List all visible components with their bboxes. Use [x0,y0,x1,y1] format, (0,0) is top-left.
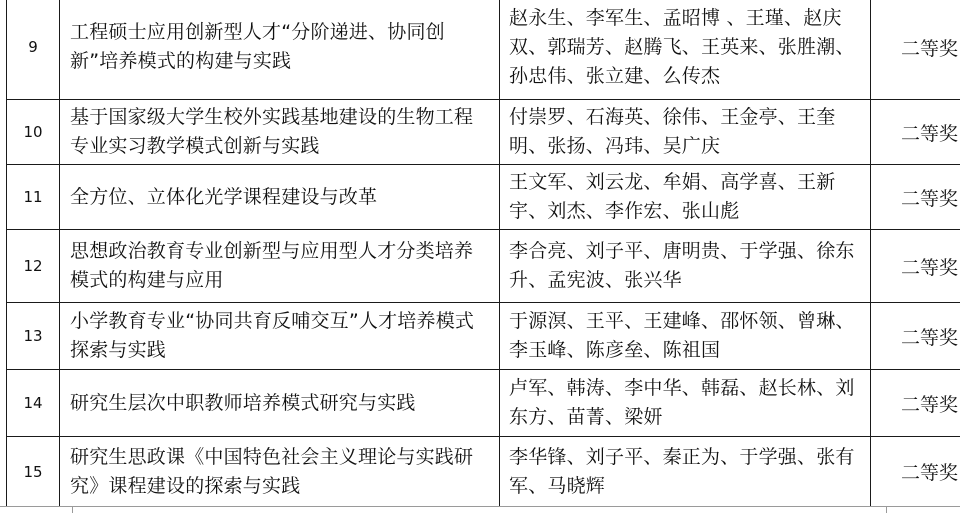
divider-tick [72,507,73,513]
project-title: 研究生思政课《中国特色社会主义理论与实践研究》课程建设的探索与实践 [60,437,500,507]
awards-table-container [6,0,958,507]
project-title: 研究生层次中职教师培养模式研究与实践 [60,370,500,437]
table-row [7,370,960,437]
award-level: 二等奖 [871,303,960,370]
award-level: 二等奖 [871,437,960,507]
project-authors: 卢军、韩涛、李中华、韩磊、赵长林、刘东方、苗菁、梁妍 [500,370,871,437]
project-authors: 付崇罗、石海英、徐伟、王金亭、王奎明、张扬、冯玮、吴广庆 [500,100,871,165]
row-number: 13 [7,303,60,370]
project-authors: 李华锋、刘子平、秦正为、于学强、张有军、马晓辉 [500,437,871,507]
project-authors: 于源溟、王平、王建峰、邵怀领、曾琳、李玉峰、陈彦垒、陈祖国 [500,303,871,370]
table-row [7,437,960,507]
table-row [7,303,960,370]
award-level: 二等奖 [871,100,960,165]
project-authors: 李合亮、刘子平、唐明贵、于学强、徐东升、孟宪波、张兴华 [500,230,871,303]
award-level: 二等奖 [871,230,960,303]
row-number: 12 [7,230,60,303]
project-title: 小学教育专业“协同共育反哺交互”人才培养模式探索与实践 [60,303,500,370]
project-authors: 王文军、刘云龙、牟娟、高学喜、王新宇、刘杰、李作宏、张山彪 [500,165,871,230]
table-row [7,230,960,303]
project-title: 基于国家级大学生校外实践基地建设的生物工程专业实习教学模式创新与实践 [60,100,500,165]
award-level: 二等奖 [871,165,960,230]
table-row [7,0,960,100]
row-number: 14 [7,370,60,437]
row-number: 15 [7,437,60,507]
project-title: 全方位、立体化光学课程建设与改革 [60,165,500,230]
table-row [7,100,960,165]
award-level: 二等奖 [871,370,960,437]
award-level: 二等奖 [871,0,960,100]
project-title: 工程硕士应用创新型人才“分阶递进、协同创新”培养模式的构建与实践 [60,0,500,100]
row-number: 9 [7,0,60,100]
divider-tick [886,507,887,513]
project-authors: 赵永生、李军生、孟昭博 、王瑾、赵庆双、郭瑞芳、赵腾飞、王英来、张胜潮、孙忠伟、张立建、么传杰 [500,0,871,100]
row-number: 11 [7,165,60,230]
awards-table [6,0,960,507]
row-number: 10 [7,100,60,165]
table-row [7,165,960,230]
page-bottom-divider [0,506,960,507]
project-title: 思想政治教育专业创新型与应用型人才分类培养模式的构建与应用 [60,230,500,303]
